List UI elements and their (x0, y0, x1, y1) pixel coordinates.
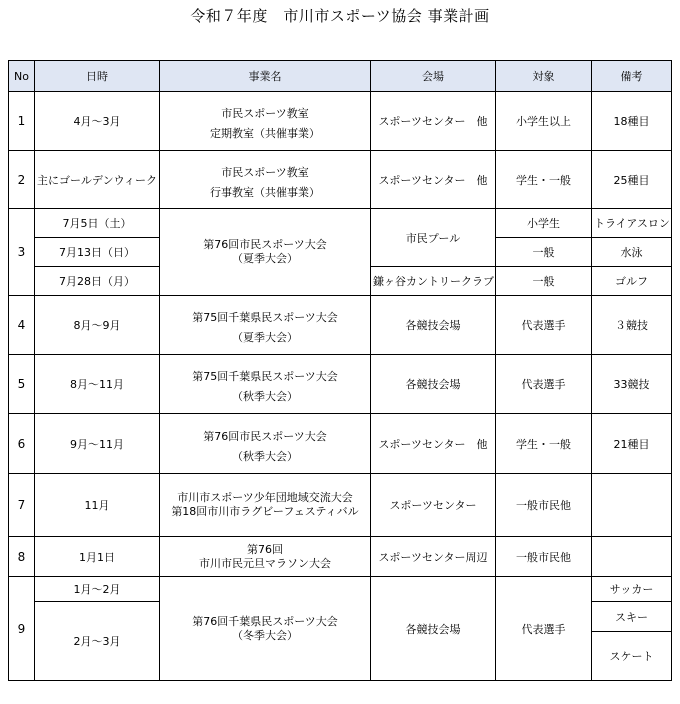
row-target: 代表選手 (496, 296, 592, 355)
row-number: 6 (9, 414, 35, 474)
row-number: 8 (9, 537, 35, 577)
row-event (160, 355, 371, 414)
row-target: 一般市民他 (496, 474, 592, 537)
row-notes: スケート (592, 632, 672, 681)
row-venue: 市民プール (371, 209, 496, 267)
table-row (9, 209, 672, 238)
header-notes: 備考 (592, 61, 672, 92)
row-date: 8月～9月 (35, 296, 160, 355)
row-date: 7月28日（月） (35, 267, 160, 296)
event-line: 定期教室（共催事業） (210, 127, 320, 140)
header-event: 事業名 (160, 61, 371, 92)
event-line: 第75回千葉県民スポーツ大会 (192, 311, 338, 324)
row-number: 5 (9, 355, 35, 414)
row-venue: 各競技会場 (371, 577, 496, 681)
row-target: 一般 (496, 267, 592, 296)
row-date: 1月1日 (35, 537, 160, 577)
header-no: No (9, 61, 35, 92)
row-notes: 33競技 (592, 355, 672, 414)
event-line: 第76回市民スポーツ大会 (203, 238, 327, 251)
event-line: 第75回千葉県民スポーツ大会 (192, 370, 338, 383)
event-line: 第18回市川市ラグビーフェスティバル (171, 505, 359, 518)
row-target: 小学生 (496, 209, 592, 238)
event-line: 市川市スポーツ少年団地域交流大会 (177, 491, 353, 504)
row-target: 代表選手 (496, 355, 592, 414)
header-target: 対象 (496, 61, 592, 92)
row-venue: スポーツセンター 他 (371, 151, 496, 209)
row-notes: 21種目 (592, 414, 672, 474)
page-title: 令和７年度 市川市スポーツ協会 事業計画 (190, 7, 490, 25)
row-target: 代表選手 (496, 577, 592, 681)
event-plan-table (8, 60, 672, 681)
table-row (9, 474, 672, 537)
row-date: 7月5日（土） (35, 209, 160, 238)
table-row (9, 537, 672, 577)
row-date: 4月～3月 (35, 92, 160, 151)
table-row (9, 577, 672, 602)
row-venue: スポーツセンター 他 (371, 92, 496, 151)
row-target: 小学生以上 (496, 92, 592, 151)
row-event (160, 92, 371, 151)
row-event (160, 296, 371, 355)
row-venue: スポーツセンター 他 (371, 414, 496, 474)
event-line: 市民スポーツ教室 (221, 107, 309, 120)
event-line: 市川市民元旦マラソン大会 (199, 556, 331, 570)
row-date: 11月 (35, 474, 160, 537)
row-number: 3 (9, 209, 35, 296)
table-row (9, 151, 672, 209)
table-row (9, 355, 672, 414)
row-notes: ゴルフ (592, 267, 672, 296)
table-row (9, 92, 672, 151)
header-date: 日時 (35, 61, 160, 92)
row-notes: 水泳 (592, 238, 672, 267)
row-date: 9月～11月 (35, 414, 160, 474)
row-date: 1月～2月 (35, 577, 160, 602)
event-line: 第76回千葉県民スポーツ大会 (192, 614, 338, 628)
event-line: 第76回市民スポーツ大会 (203, 429, 327, 443)
row-venue: 各競技会場 (371, 355, 496, 414)
row-date: 7月13日（日） (35, 238, 160, 267)
row-notes: トライアスロン (592, 209, 672, 238)
event-line: 第76回 (247, 542, 283, 556)
row-date: 2月～3月 (35, 602, 160, 681)
event-line: 行事教室（共催事業） (210, 185, 320, 199)
row-date: 主にゴールデンウィーク (35, 151, 160, 209)
row-notes: 18種目 (592, 92, 672, 151)
table-row (9, 414, 672, 474)
table-row (9, 296, 672, 355)
row-target: 一般市民他 (496, 537, 592, 577)
row-venue: 鎌ヶ谷カントリークラブ (371, 267, 496, 296)
row-event (160, 151, 371, 209)
table-header-row (9, 61, 672, 92)
row-event (160, 474, 371, 537)
header-venue: 会場 (371, 61, 496, 92)
row-event (160, 537, 371, 577)
row-notes (592, 474, 672, 537)
row-target: 学生・一般 (496, 151, 592, 209)
row-target: 一般 (496, 238, 592, 267)
event-line: 市民スポーツ教室 (221, 165, 309, 179)
row-notes: スキー (592, 602, 672, 632)
row-date: 8月～11月 (35, 355, 160, 414)
row-number: 1 (9, 92, 35, 151)
event-line: （秋季大会） (232, 449, 298, 463)
row-venue: スポーツセンター (371, 474, 496, 537)
row-notes: 25種目 (592, 151, 672, 209)
event-line: （夏季大会） (232, 252, 298, 265)
row-notes (592, 537, 672, 577)
row-venue: 各競技会場 (371, 296, 496, 355)
row-notes: ３競技 (592, 296, 672, 355)
event-line: （秋季大会） (232, 390, 298, 403)
row-event (160, 209, 371, 296)
row-event (160, 414, 371, 474)
row-number: 7 (9, 474, 35, 537)
row-number: 9 (9, 577, 35, 681)
row-notes: サッカー (592, 577, 672, 602)
event-line: （冬季大会） (232, 628, 298, 642)
row-number: 4 (9, 296, 35, 355)
row-target: 学生・一般 (496, 414, 592, 474)
row-event (160, 577, 371, 681)
event-line: （夏季大会） (232, 331, 298, 344)
row-number: 2 (9, 151, 35, 209)
row-venue: スポーツセンター周辺 (371, 537, 496, 577)
